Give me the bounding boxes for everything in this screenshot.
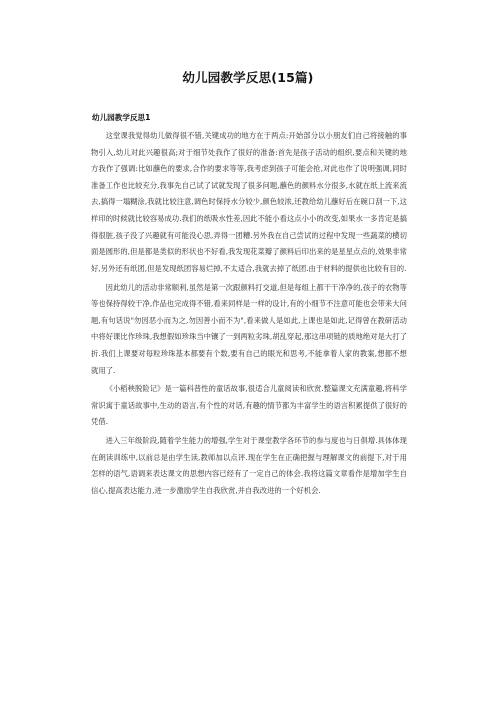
document-title: 幼儿园教学反思(15篇) [182,70,314,85]
paragraph: 因此幼儿的活动非常顺利,虽然是第一次跟颜料打交道,但是每组上都干干净净的,孩子的衣物等等也保持得较干净,作品也完成得不错,看来同样是一样的设计,有的小细节不注意可能也会带来大问题,有句话说"勿因恶小而为之,勿因善小而不为",看来做人是如此,上课也是如此,记得曾在教研活动中将好课比作珍珠,我想假如珍珠当中镶了一到两粒劣珠,胡乱穿起,那这串项链的质地绝对是大打了折.我们上课要对每粒珍珠基本都要有个数,要有自己的眼光和思考,不能拿着人家的教案,想都不想就用了. [91,282,407,375]
document-body [91,128,407,502]
paragraph: 进入三年级阶段,随着学生能力的增强,学生对于课堂教学各环节的参与度也与日俱增.具体体现在朗读训练中,以前总是由学生读,教师加以点评.现在学生在正确把握与理解课文的前提下,对于用怎样的语气,语调来表达课文的思想内容已经有了一定自己的体会.我将这篇文章看作是增加学生自信心,提高表达能力,进一步激励学生自我欣赏,并自我改进的一个好机会. [91,436,407,496]
section-heading: 幼儿园教学反思1 [92,113,151,122]
paragraph: 《小稻秧脱险记》是一篇科普性的童话故事,很适合儿童阅读和欣赏.整篇课文充满童趣,将科学常识寓于童话故事中,生动的语言,有个性的对话,有趣的情节都为丰富学生的语言积累提供了很好的凭借. [91,384,407,427]
paragraph: 这堂课我觉得幼儿做得很不错,关键成功的地方在于两点:开始部分以小朋友们自己将接触的事物引入,幼儿对此兴趣很高;对于细节处我作了很好的准备:首先是孩子活动的组织,要点和关键的地方我作了强调:比如蘸色的要求,合作的要求等等,我考虑到孩子可能会抢,对此也作了说明强调,同时准备工作也比较充分,我事先自己试了试就发现了很多问题,蘸色的颜料水分很多,水就在纸上流来流去,搞得一塌糊涂,我就比较注意,调色时保持水分较少,颜色较浓,还教给幼儿蘸好后在碗口刮一下,这样印的时候就比较容易成功.我们的纸吸水性差,因此不能小看这点小小的改变,如果水一多肯定是搞得很脏,孩子没了兴趣就有可能没心思,弄得一团糟.另外我在自己尝试的过程中发现一些蔬菜的横切面是圆形的,但是都是类似的形状也不好看,我发现花菜瓣了颜料后印出来的是星星点点的,效果非常好,另外还有纸团,但是发现纸团容易烂掉,不太适合,我就去掉了纸团.由于材料的提供也比较有目的. [91,131,407,273]
